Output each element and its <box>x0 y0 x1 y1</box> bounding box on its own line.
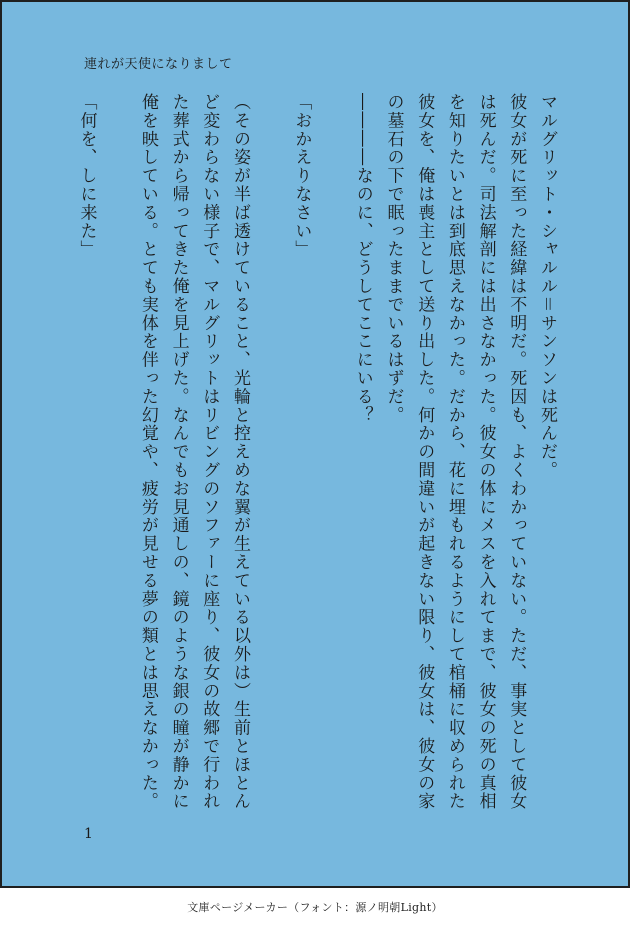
generator-credit: 文庫ページメーカー（フォント：源ノ明朝Light） <box>187 901 443 914</box>
text-line: 彼女を、俺は喪主として送り出した。何かの間違いが起きない限り、彼女は、彼女の家 <box>414 93 435 811</box>
blank-line <box>316 93 347 793</box>
text-line: 「何を、しに来た」 <box>76 93 97 259</box>
text-line: ――――なのに、どうしてここにいる？ <box>352 93 373 425</box>
text-line: 彼女が死に至った経緯は不明だ。死因も、よくわかっていない。ただ、事実として彼女 <box>506 93 527 811</box>
text-line: は死んだ。司法解剖には出さなかった。彼女の体にメスを入れてまで、彼女の死の真相 <box>475 93 496 811</box>
vertical-body-text <box>71 93 562 811</box>
text-line: （その姿が半ば透けていること、光輪と控えめな翼が生えている以外は）生前とほとん <box>229 93 250 811</box>
page-number: 1 <box>84 826 93 842</box>
text-line: マルグリット・シャルル＝サンソンは死んだ。 <box>537 93 557 480</box>
text-line: ど変わらない様子で、マルグリットはリビングのソファーに座り、彼女の故郷で行われ <box>199 93 220 811</box>
blank-line <box>255 93 286 793</box>
blank-line <box>101 93 132 793</box>
text-line: 俺を映している。とても実体を伴った幻覚や、疲労が見せる夢の類とは思えなかった。 <box>137 93 158 811</box>
running-header: 連れが天使になりまして <box>84 57 233 72</box>
text-line: を知りたいとは到底思えなかった。だから、花に埋もれるようにして棺桶に収められた <box>444 93 465 811</box>
text-line: の墓石の下で眠ったままでいるはずだ。 <box>383 93 404 425</box>
text-line: た葬式から帰ってきた俺を見上げた。なんでもお見通しの、鏡のような銀の瞳が静かに <box>168 93 189 811</box>
text-line: 「おかえりなさい」 <box>291 93 312 259</box>
